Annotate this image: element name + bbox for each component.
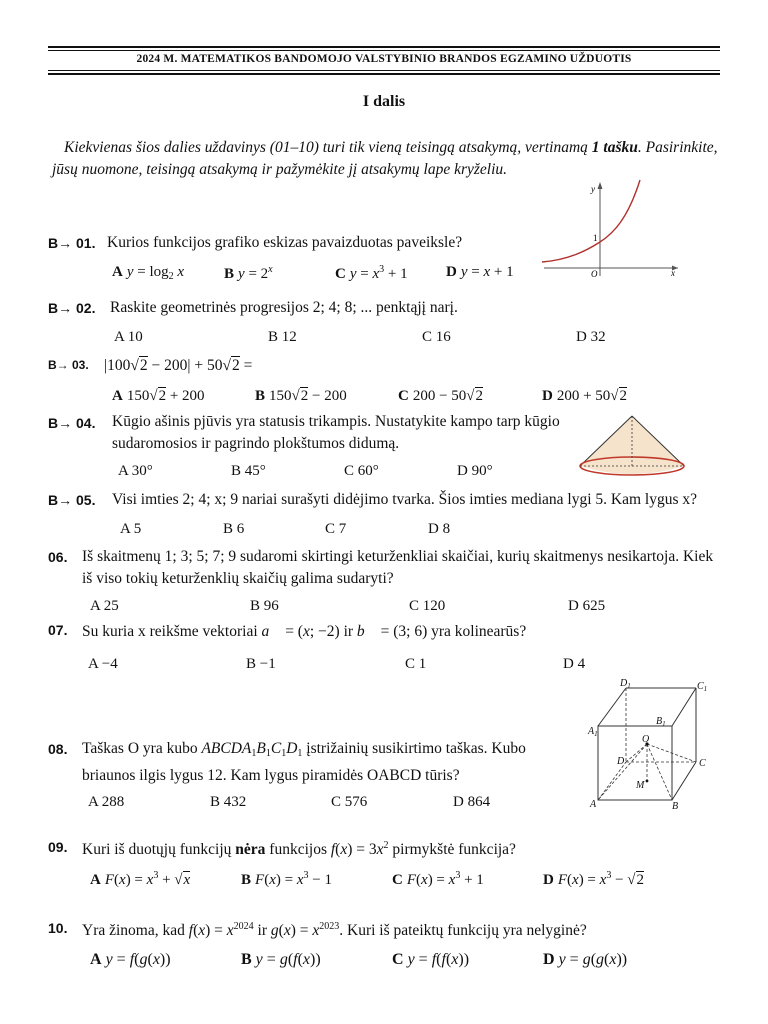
option-c: C 1 [405,656,427,672]
option-d: D 32 [576,329,606,345]
question-text: Kūgio ašinis pjūvis yra statusis trikampis. Nustatykite kampo tarp kūgio sudaromosios ir pagrindo plokštumos didumą. [112,413,560,452]
option-a: A 288 [88,794,125,810]
option-d: D y = g(g(x)) [543,951,628,968]
option-a: A 30° [118,463,153,479]
option-b: B 12 [268,329,297,345]
option-b: B $y = 2^x$ [224,264,273,282]
option-c: C y = f(f(x)) [392,951,470,968]
cube-label-a: A [590,799,597,810]
option-c: C 60° [344,463,379,479]
question-number: B→ 04. [48,415,96,431]
question-number: B→ 01. [48,235,96,251]
cube-figure [584,676,724,814]
option-b: B −1 [246,656,276,672]
option-c: C 576 [331,794,368,810]
cube-label-m: M [636,780,645,791]
question-number: 07. [48,622,68,638]
question-text: Su kuria x reikšme vektoriai a⃗ = (x; −2) ir b⃗ = (3; 6) yra kolinearūs? [82,623,527,640]
cube-label-o: O [642,734,650,745]
header-top-rule-thin [48,50,720,51]
question-number: B→ 03. [48,358,89,372]
cube-label-c: C [699,758,706,769]
cone-figure [574,412,690,480]
question-number: B→ 05. [48,492,96,508]
option-a: A −4 [88,656,118,672]
question-expression: |100√2 − 200| + 50√2 = [104,357,253,374]
question-text: Iš skaitmenų 1; 3; 5; 7; 9 sudaromi skirtingi keturženkliai skaičiai, kurių skaitmenys nesikartoja. Kiek iš viso tokių keturženklių skaičių galima sudaryti? [82,548,714,587]
cube-label-b: B [672,801,679,812]
option-b: B $F(x) = x^3 - 1$ [241,870,332,888]
option-d: D $F(x) = x^3 - √2$ [543,870,645,888]
option-b: B 96 [250,598,279,614]
option-d: D 8 [428,521,451,537]
question-text: Raskite geometrinės progresijos 2; 4; 8; ... penktąjį narį. [110,299,458,316]
option-c: C 120 [409,598,446,614]
option-a: A $y = \log_2 x$ [112,264,185,282]
x-axis-label: x [671,268,675,278]
cube-label-a1: $A_1$ [588,726,598,738]
option-a: A 5 [120,521,142,537]
question-text: Taškas O yra kubo $ABCDA_1B_1C_1D_1$ įstrižainių susikirtimo taškas. Kubo briaunos ilgis lygus 12. Kam lygus piramidės OABCD tūris? [82,740,526,784]
cube-label-b1: $B_1$ [656,716,666,728]
option-c: C $y = x^3 + 1$ [335,264,408,282]
option-c: C 16 [422,329,451,345]
question-text: Yra žinoma, kad $f(x) = x^{2024}$ ir $g(x) = x^{2023}$. Kuri iš pateiktų funkcijų yra nelyginė? [82,921,587,939]
origin-label: O [591,269,598,278]
question-text: Visi imties 2; 4; x; 9 nariai surašyti didėjimo tvarka. Šios imties mediana lygi 5. Kam lygus x? [112,491,697,508]
option-d: D y = x + 1 [446,264,514,280]
option-b: B 150√2 − 200 [255,388,347,404]
question-text: Kurios funkcijos grafiko eskizas pavaizduotas paveiksle? [107,234,463,251]
exponential-graph-figure [538,178,688,278]
option-d: D 200 + 50√2 [542,388,628,404]
option-c: C 7 [325,521,347,537]
question-number: B→ 02. [48,300,96,316]
option-c: C 200 − 50√2 [398,388,484,404]
cube-label-d: D [617,756,625,767]
option-d: D 4 [563,656,586,672]
y-axis-label: y [591,184,595,194]
header-bottom-rule [48,73,720,75]
y-intercept-label: 1 [593,233,598,243]
option-a: A 25 [90,598,119,614]
exam-title: 2024 M. MATEMATIKOS BANDOMOJO VALSTYBINIO BRANDOS EGZAMINO UŽDUOTIS [136,53,632,65]
option-b: B 432 [210,794,247,810]
option-a: A 150√2 + 200 [112,388,205,404]
question-number: 10. [48,920,68,936]
option-a: A $F(x) = x^3 + √x$ [90,870,191,888]
header-top-rule [48,46,720,48]
option-a: A y = f(g(x)) [90,951,171,968]
part-title: I dalis [362,93,406,110]
option-d: D 625 [568,598,606,614]
cube-label-c1: $C_1$ [697,681,708,693]
question-number: 08. [48,741,68,757]
cube-label-d1: $D_1$ [620,678,631,690]
option-b: B y = g(f(x)) [241,951,321,968]
option-c: C $F(x) = x^3 + 1$ [392,870,484,888]
option-a: A 10 [114,329,143,345]
option-b: B 6 [223,521,245,537]
question-number: 09. [48,839,68,855]
option-b: B 45° [231,463,266,479]
instructions: Kiekvienas šios dalies uždavinys (01–10) turi tik vieną teisingą atsakymą, vertinamą 1 tašku. Pasirinkite, jūsų nuomone, teisingą atsakymą ir pažymėkite jį atsakymų lape kryželiu. [52,139,718,178]
option-d: D 864 [453,794,491,810]
question-text: Kuri iš duotųjų funkcijų nėra funkcijos $f(x) = 3x^2$ pirmykštė funkcija? [82,840,516,858]
option-d: D 90° [457,463,493,479]
header-bottom-rule-thin [48,70,720,71]
question-number: 06. [48,549,68,565]
